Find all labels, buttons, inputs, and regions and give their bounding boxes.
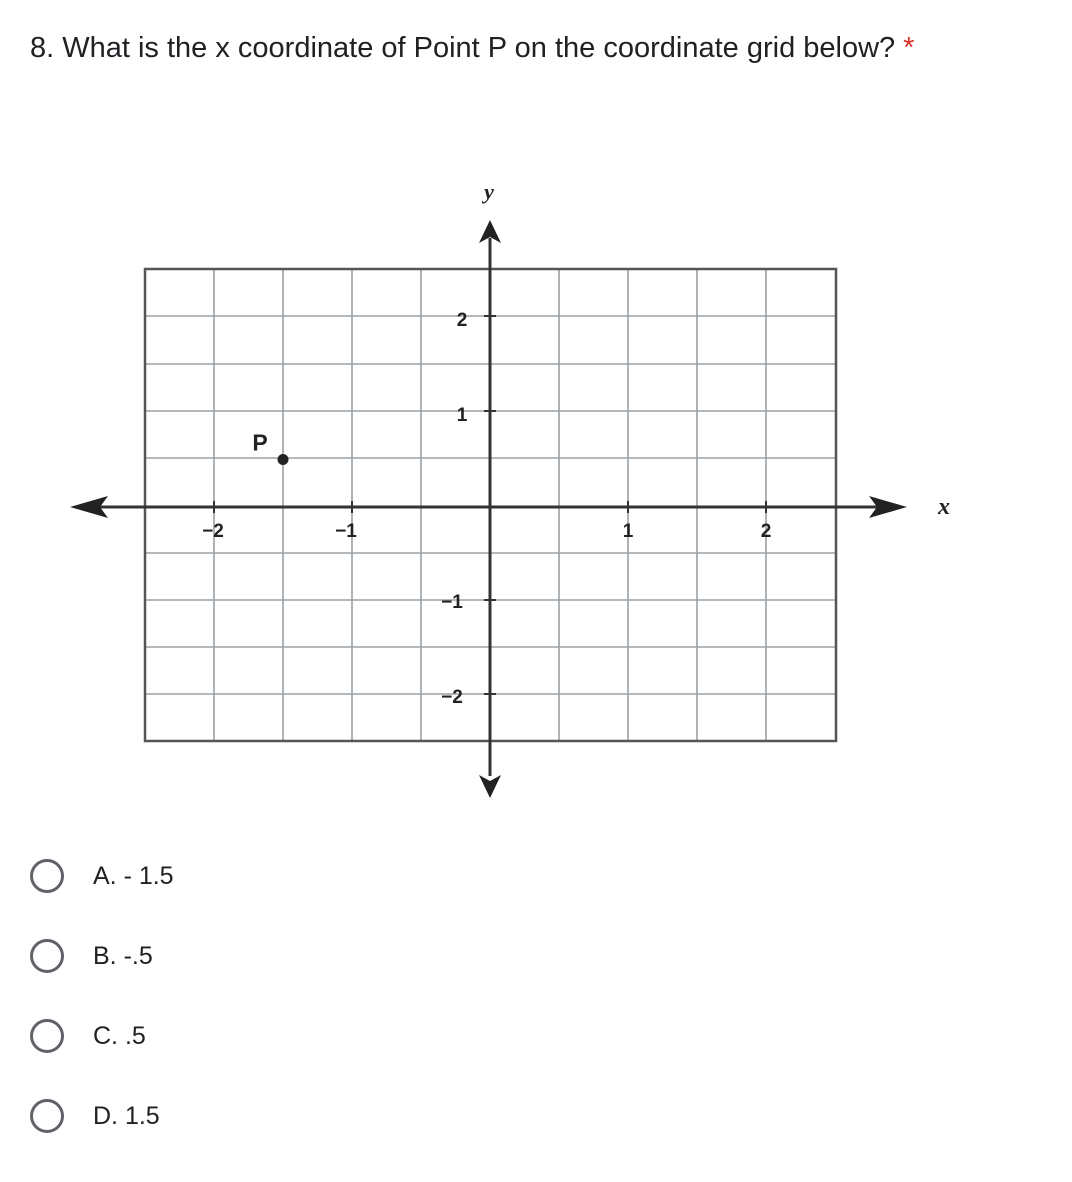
x-tick-label: −2 [202,521,224,542]
y-axis [479,220,501,798]
option-b[interactable] [30,936,153,976]
point-p-marker [278,454,289,465]
radio-button[interactable] [30,939,64,973]
y-tick-label: −1 [441,592,463,613]
option-label: B. -.5 [93,942,153,970]
point-p-label: P [252,429,268,456]
x-tick-label: −1 [335,521,357,542]
x-tick-label: 1 [622,521,634,542]
x-axis-label: x [938,494,950,520]
option-d[interactable] [30,1096,160,1136]
y-tick-label: 1 [456,405,468,426]
option-c[interactable] [30,1016,146,1056]
radio-button[interactable] [30,859,64,893]
y-axis-down-arrow [479,775,501,798]
required-asterisk: * [903,32,915,64]
question-text: 8. What is the x coordinate of Point P on the coordinate grid below? [30,32,896,64]
option-label: A. - 1.5 [93,862,174,890]
radio-button[interactable] [30,1099,64,1133]
y-axis-label: y [484,179,494,204]
option-label: D. 1.5 [93,1102,160,1130]
option-label: C. .5 [93,1022,146,1050]
radio-button[interactable] [30,1019,64,1053]
question-title [30,28,914,68]
coordinate-grid-image [60,170,980,810]
y-tick-label: −2 [441,687,463,708]
option-a[interactable] [30,856,174,896]
x-tick-label: 2 [760,521,772,542]
y-tick-label: 2 [456,310,468,331]
